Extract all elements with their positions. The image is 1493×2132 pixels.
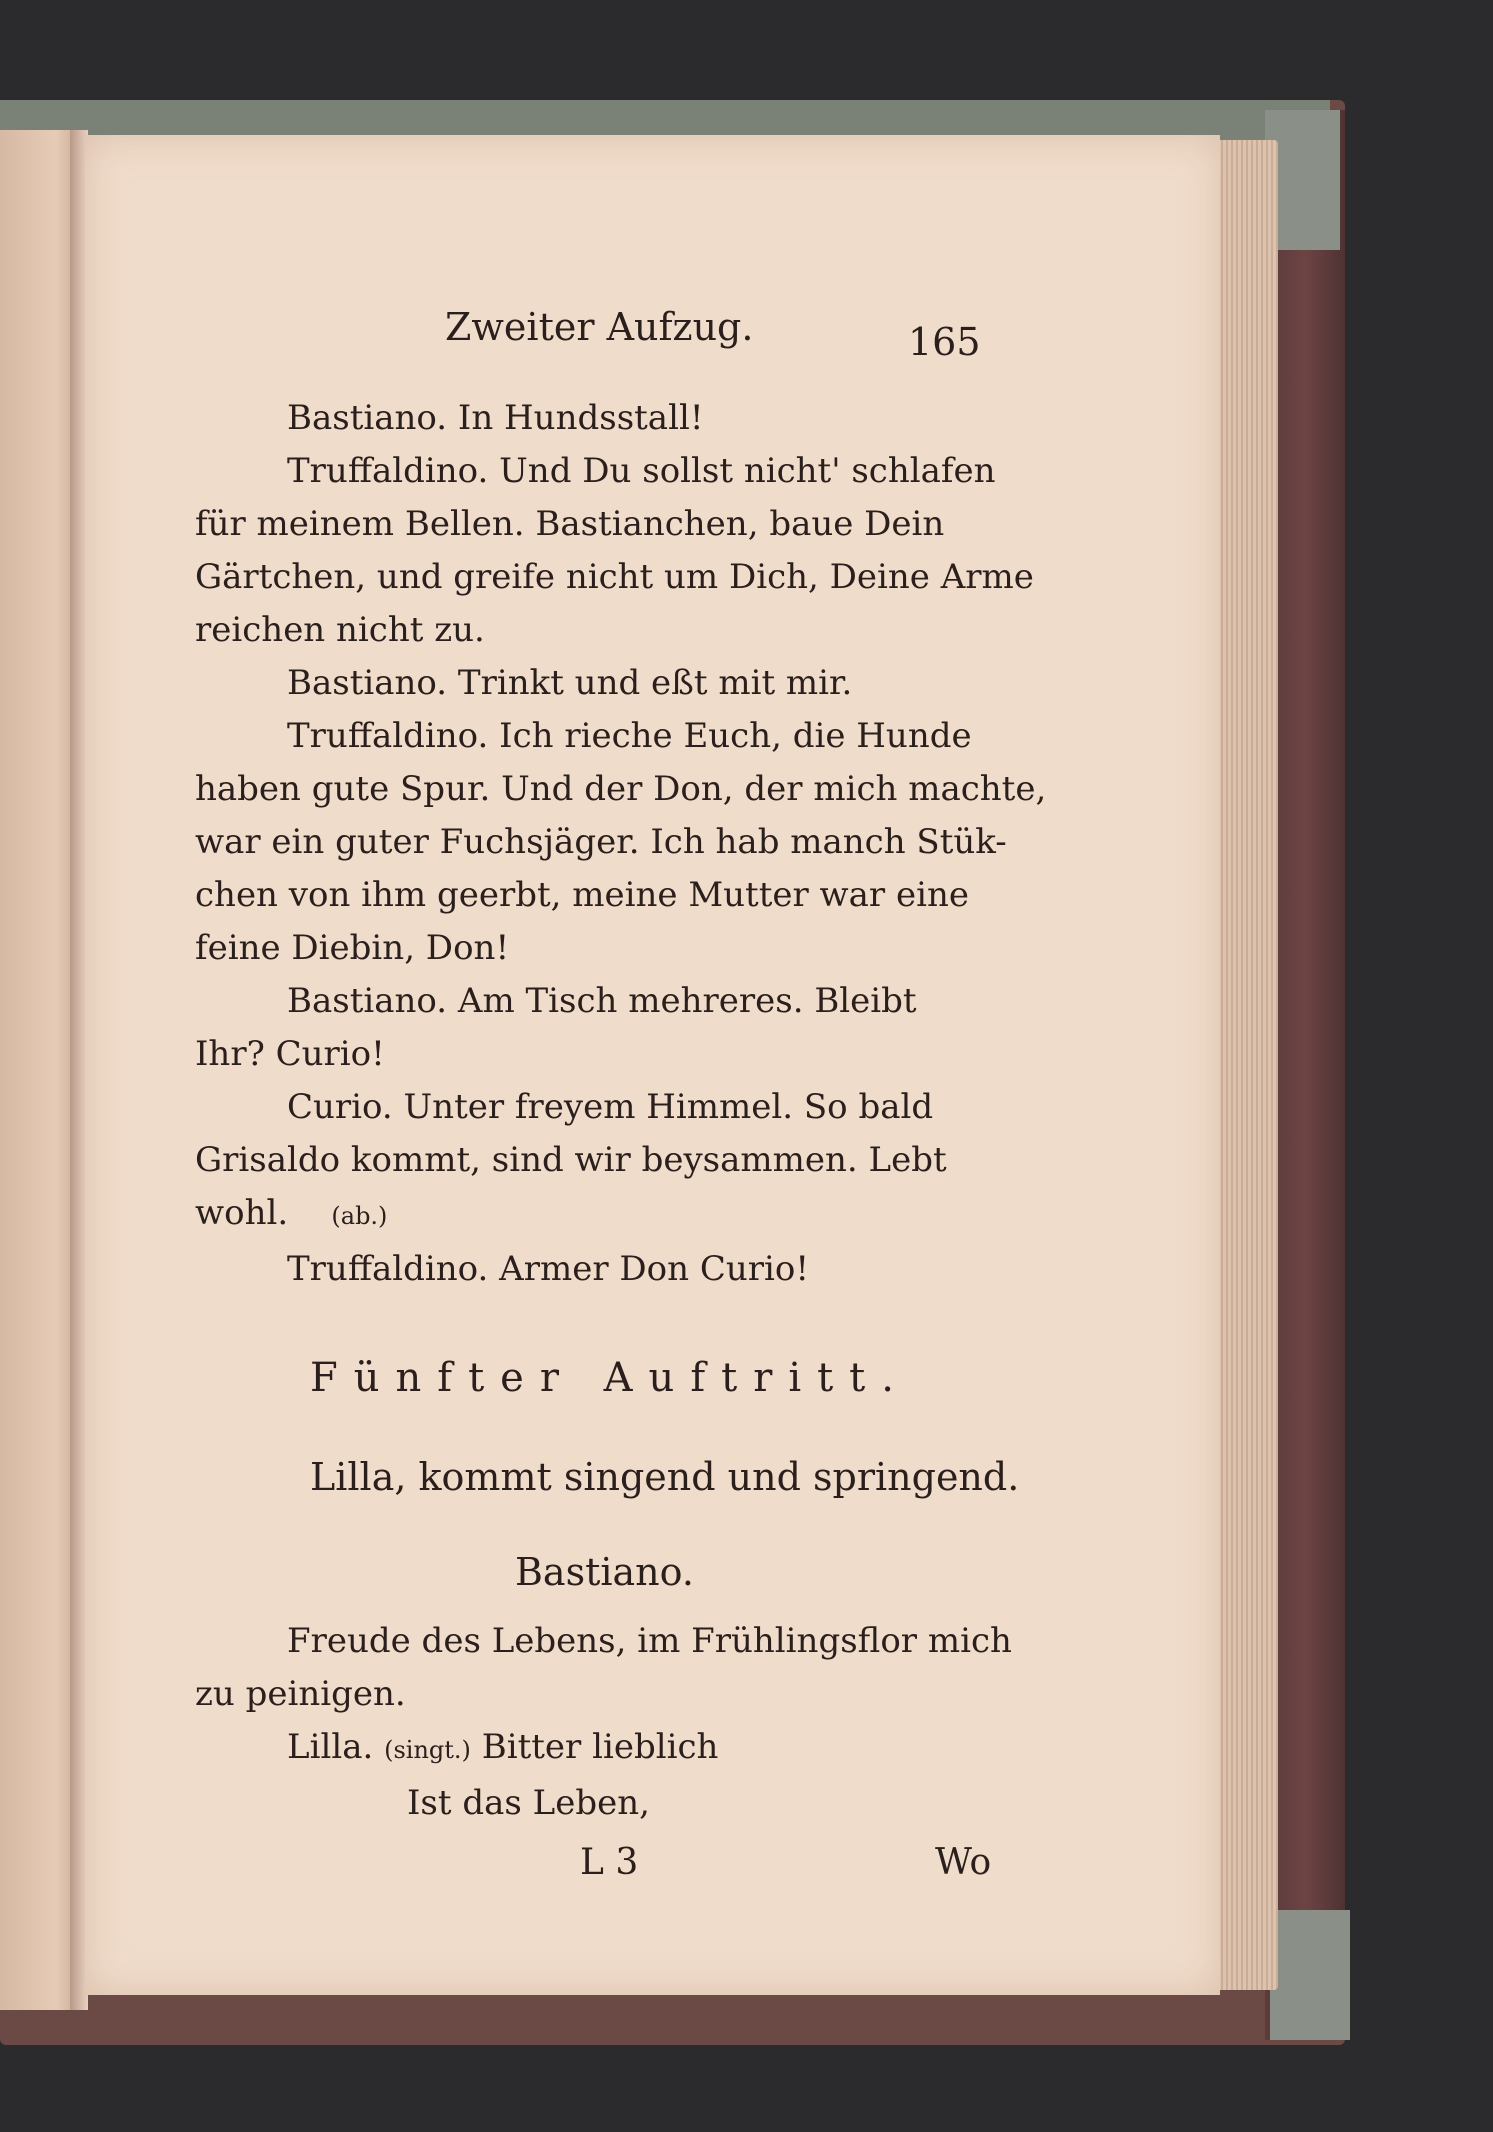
paragraph-line: war ein guter Fuchsjäger. Ich hab manch Stük- — [195, 822, 1007, 862]
paragraph-line: Bastiano. In Hundsstall! — [287, 398, 704, 438]
song-speaker: Bastiano. — [515, 1550, 694, 1594]
paragraph-line: Bastiano. Trinkt und eßt mit mir. — [287, 663, 853, 703]
paragraph-line: für meinem Bellen. Bastianchen, baue Dein — [195, 504, 945, 544]
paragraph-line: Ihr? Curio! — [195, 1034, 385, 1074]
paragraph-line: Curio. Unter freyem Himmel. So bald — [287, 1087, 934, 1127]
lilla-speaker: Lilla. — [287, 1727, 374, 1767]
dialogue-block — [195, 392, 1047, 1296]
verse-line: Ist das Leben, — [407, 1783, 650, 1823]
signature-mark: L 3 — [580, 1842, 639, 1883]
lilla-note: (singt.) — [384, 1736, 471, 1764]
paragraph-line: haben gute Spur. Und der Don, der mich machte, — [195, 769, 1047, 809]
scene-heading: Fünfter Auftritt. — [310, 1355, 910, 1401]
paragraph-line: Gärtchen, und greife nicht um Dich, Deine Arme — [195, 557, 1034, 597]
song-line: zu peinigen. — [195, 1674, 406, 1714]
paragraph-line: Bastiano. Am Tisch mehreres. Bleibt — [287, 981, 917, 1021]
cover-cloth — [0, 100, 1330, 140]
paragraph-line: feine Diebin, Don! — [195, 928, 510, 968]
cloth-corner-bottom — [1270, 1910, 1350, 2040]
song-line: Freude des Lebens, im Frühlingsflor mich — [287, 1621, 1012, 1661]
exit-note: (ab.) — [331, 1202, 388, 1230]
paragraph-line: reichen nicht zu. — [195, 610, 485, 650]
paragraph-line: Truffaldino. Armer Don Curio! — [287, 1249, 809, 1289]
paragraph-line: Truffaldino. Und Du sollst nicht' schlafen — [287, 451, 996, 491]
lilla-text: Bitter lieblich — [481, 1727, 719, 1767]
paragraph-line: Truffaldino. Ich rieche Euch, die Hunde — [287, 716, 972, 756]
catchword: Wo — [935, 1842, 992, 1883]
paragraph-line: chen von ihm geerbt, meine Mutter war eine — [195, 875, 969, 915]
lilla-line — [195, 1721, 1015, 1777]
paragraph-line: Grisaldo kommt, sind wir beysammen. Lebt — [195, 1140, 947, 1180]
song-block — [195, 1615, 1015, 1830]
page-number: 165 — [908, 320, 981, 364]
left-page-edge — [0, 130, 80, 2010]
stage-direction: Lilla, kommt singend und springend. — [310, 1455, 1020, 1499]
paragraph-line — [195, 1187, 1015, 1243]
running-title: Zweiter Aufzug. — [445, 305, 754, 349]
paragraph-text: wohl. — [195, 1193, 289, 1233]
